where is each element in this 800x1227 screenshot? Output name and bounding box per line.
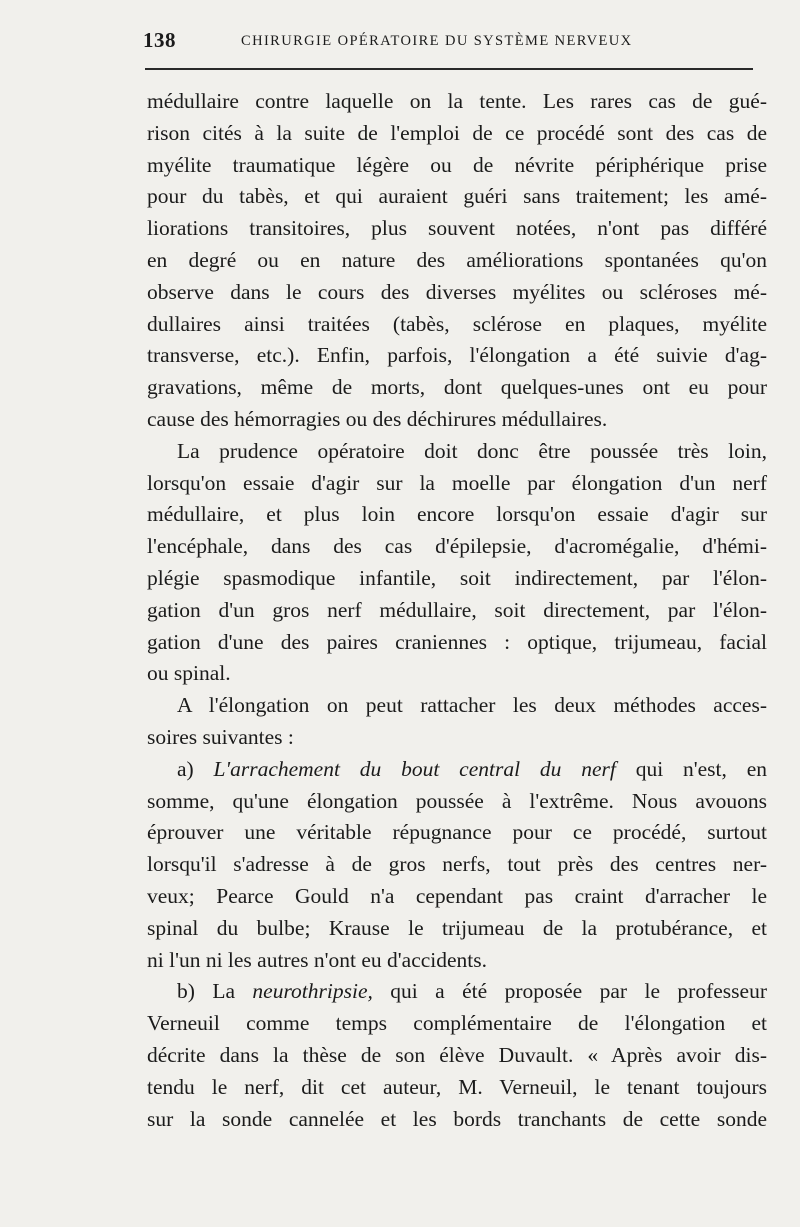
text-line: lorsqu'il s'adresse à de gros nerfs, tout près des centres ner-: [147, 852, 767, 877]
text-line: observe dans le cours des diverses myélites ou scléroses mé-: [147, 279, 767, 304]
line-fragment: qui n'est, en: [615, 756, 767, 781]
text-line: médullaire contre laquelle on la tente. Les rares cas de gué-: [147, 89, 767, 113]
text-line: A l'élongation on peut rattacher les deux méthodes acces-: [177, 693, 767, 718]
text-line: pour du tabès, et qui auraient guéri sans traitement; les amé-: [147, 184, 767, 209]
text-line: sur la sonde cannelée et les bords tranchants de cette sonde: [147, 1106, 767, 1131]
text-line: médullaire, et plus loin encore lorsqu'on essaie d'agir sur: [147, 502, 767, 527]
text-line: ni l'un ni les autres n'ont eu d'accidents.: [147, 947, 488, 972]
italic-term: L'arrachement du bout central du nerf: [213, 756, 616, 781]
text-line: l'encéphale, dans des cas d'épilepsie, d'acromégalie, d'hémi-: [147, 534, 767, 559]
text-line: cause des hémorragies ou des déchirures médullaires.: [147, 406, 608, 431]
item-marker: a): [177, 756, 214, 781]
text-line: dullaires ainsi traitées (tabès, sclérose en plaques, myélite: [147, 311, 767, 336]
text-line: tendu le nerf, dit cet auteur, M. Verneuil, le tenant toujours: [147, 1074, 767, 1099]
text-line: myélite traumatique légère ou de névrite périphérique prise: [147, 152, 767, 177]
text-line: éprouver une véritable répugnance pour ce procédé, surtout: [147, 820, 767, 845]
text-line: ou spinal.: [147, 661, 231, 686]
running-head: CHIRURGIE OPÉRATOIRE DU SYSTÈME NERVEUX: [241, 33, 633, 49]
text-line: gation d'un gros nerf médullaire, soit directement, par l'élon-: [147, 597, 767, 622]
text-line: [147, 754, 767, 786]
text-line: liorations transitoires, plus souvent notées, n'ont pas différé: [147, 216, 767, 241]
text-line: lorsqu'on essaie d'agir sur la moelle par élongation d'un nerf: [147, 470, 767, 495]
text-line: transverse, etc.). Enfin, parfois, l'élongation a été suivie d'ag-: [147, 343, 767, 368]
body-text: [147, 86, 767, 1135]
text-line: veux; Pearce Gould n'a cependant pas craint d'arracher le: [147, 883, 767, 908]
text-line: gravations, même de morts, dont quelques-unes ont eu pour: [147, 375, 767, 400]
page-number: 138: [143, 28, 176, 52]
text-line: gation d'une des paires craniennes : optique, trijumeau, facial: [147, 629, 767, 654]
line-fragment: qui a été proposée par le professeur: [372, 979, 767, 1004]
text-line: spinal du bulbe; Krause le trijumeau de la protubérance, et: [147, 915, 767, 940]
text-line: La prudence opératoire doit donc être poussée très loin,: [177, 438, 767, 463]
text-line: rison cités à la suite de l'emploi de ce procédé sont des cas de: [147, 120, 767, 145]
text-line: Verneuil comme temps complémentaire de l'élongation et: [147, 1011, 767, 1036]
text-line: somme, qu'une élongation poussée à l'extrême. Nous avouons: [147, 788, 767, 813]
page-header: [143, 28, 753, 58]
text-line: [147, 976, 767, 1008]
header-rule: [145, 68, 753, 70]
text-line: décrite dans la thèse de son élève Duvault. « Après avoir dis-: [147, 1042, 767, 1067]
text-line: soires suivantes :: [147, 724, 294, 749]
item-marker: b) La: [177, 979, 253, 1004]
text-line: en degré ou en nature des améliorations spontanées qu'on: [147, 247, 767, 272]
italic-term: neurothripsie,: [252, 979, 373, 1004]
text-line: plégie spasmodique infantile, soit indirectement, par l'élon-: [147, 565, 767, 590]
